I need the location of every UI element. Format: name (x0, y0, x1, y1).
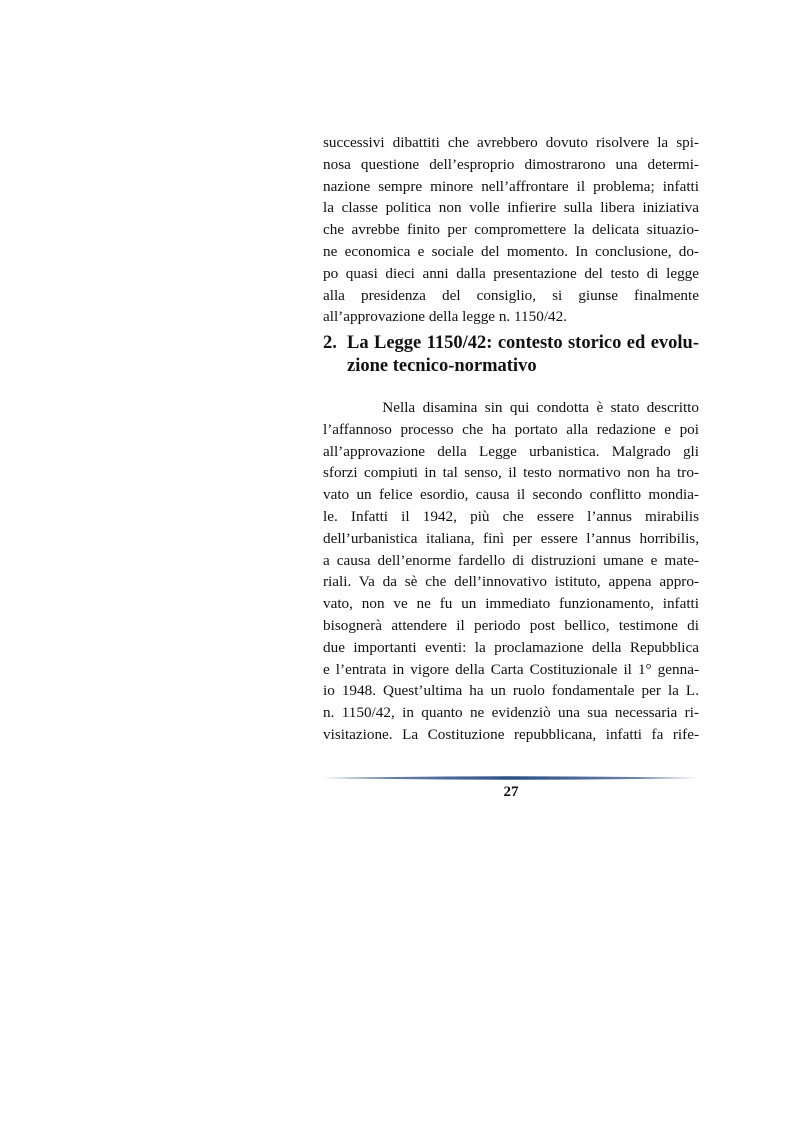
text-line: po quasi dieci anni dalla presentazione del testo di legge (323, 264, 699, 282)
text-line: che avrebbe finito per compromettere la delicata situazio- (323, 221, 699, 239)
paragraph-body (323, 397, 699, 746)
section-heading (323, 332, 699, 378)
text-line: dell’urbanistica italiana, finì per essere l’annus horribilis, (323, 529, 699, 547)
text-line: due importanti eventi: la proclamazione della Repubblica (323, 638, 699, 656)
section-number: 2. (323, 333, 337, 353)
footer-divider (323, 774, 699, 782)
text-line: vato un felice esordio, causa il secondo conflitto mondia- (323, 486, 699, 504)
text-line: n. 1150/42, in quanto ne evidenziò una sua necessaria ri- (323, 704, 699, 722)
section-title-line: zione tecnico-normativo (347, 356, 537, 376)
text-line: riali. Va da sè che dell’innovativo istituto, appena appro- (323, 573, 699, 591)
page-number: 27 (503, 784, 519, 800)
text-line: io 1948. Quest’ultima ha un ruolo fondamentale per la L. (323, 682, 699, 700)
text-line: a causa dell’enorme fardello di distruzioni umane e mate- (323, 551, 699, 569)
text-line: bisognerà attendere il periodo post bellico, testimone di (323, 616, 699, 634)
paragraph-continued (323, 132, 699, 328)
text-line: le. Infatti il 1942, più che essere l’annus mirabilis (323, 507, 699, 525)
text-line: vato, non ve ne fu un immediato funzionamento, infatti (323, 595, 699, 613)
text-line: alla presidenza del consiglio, si giunse finalmente (323, 286, 699, 304)
text-line: nazione sempre minore nell’affrontare il problema; infatti (323, 177, 699, 195)
text-line: Nella disamina sin qui condotta è stato descritto (323, 399, 699, 416)
text-line: visitazione. La Costituzione repubblicana, infatti fa rife- (323, 725, 699, 743)
text-line: l’affannoso processo che ha portato alla redazione e poi (323, 420, 699, 438)
text-line: all’approvazione della legge n. 1150/42. (323, 308, 568, 326)
text-line: e l’entrata in vigore della Carta Costituzionale il 1° genna- (323, 660, 699, 678)
text-line: nosa questione dell’esproprio dimostrarono una determi- (323, 155, 699, 173)
text-line: successivi dibattiti che avrebbero dovuto risolvere la spi- (323, 134, 699, 151)
section-title-line: La Legge 1150/42: contesto storico ed evolu- (347, 333, 699, 353)
text-line: all’approvazione della Legge urbanistica. Malgrado gli (323, 442, 699, 460)
text-line: sforzi compiuti in tal senso, il testo normativo non ha tro- (323, 464, 699, 482)
text-line: la classe politica non volle infierire sulla libera iniziativa (323, 199, 699, 217)
text-line: ne economica e sociale del momento. In conclusione, do- (323, 242, 699, 260)
